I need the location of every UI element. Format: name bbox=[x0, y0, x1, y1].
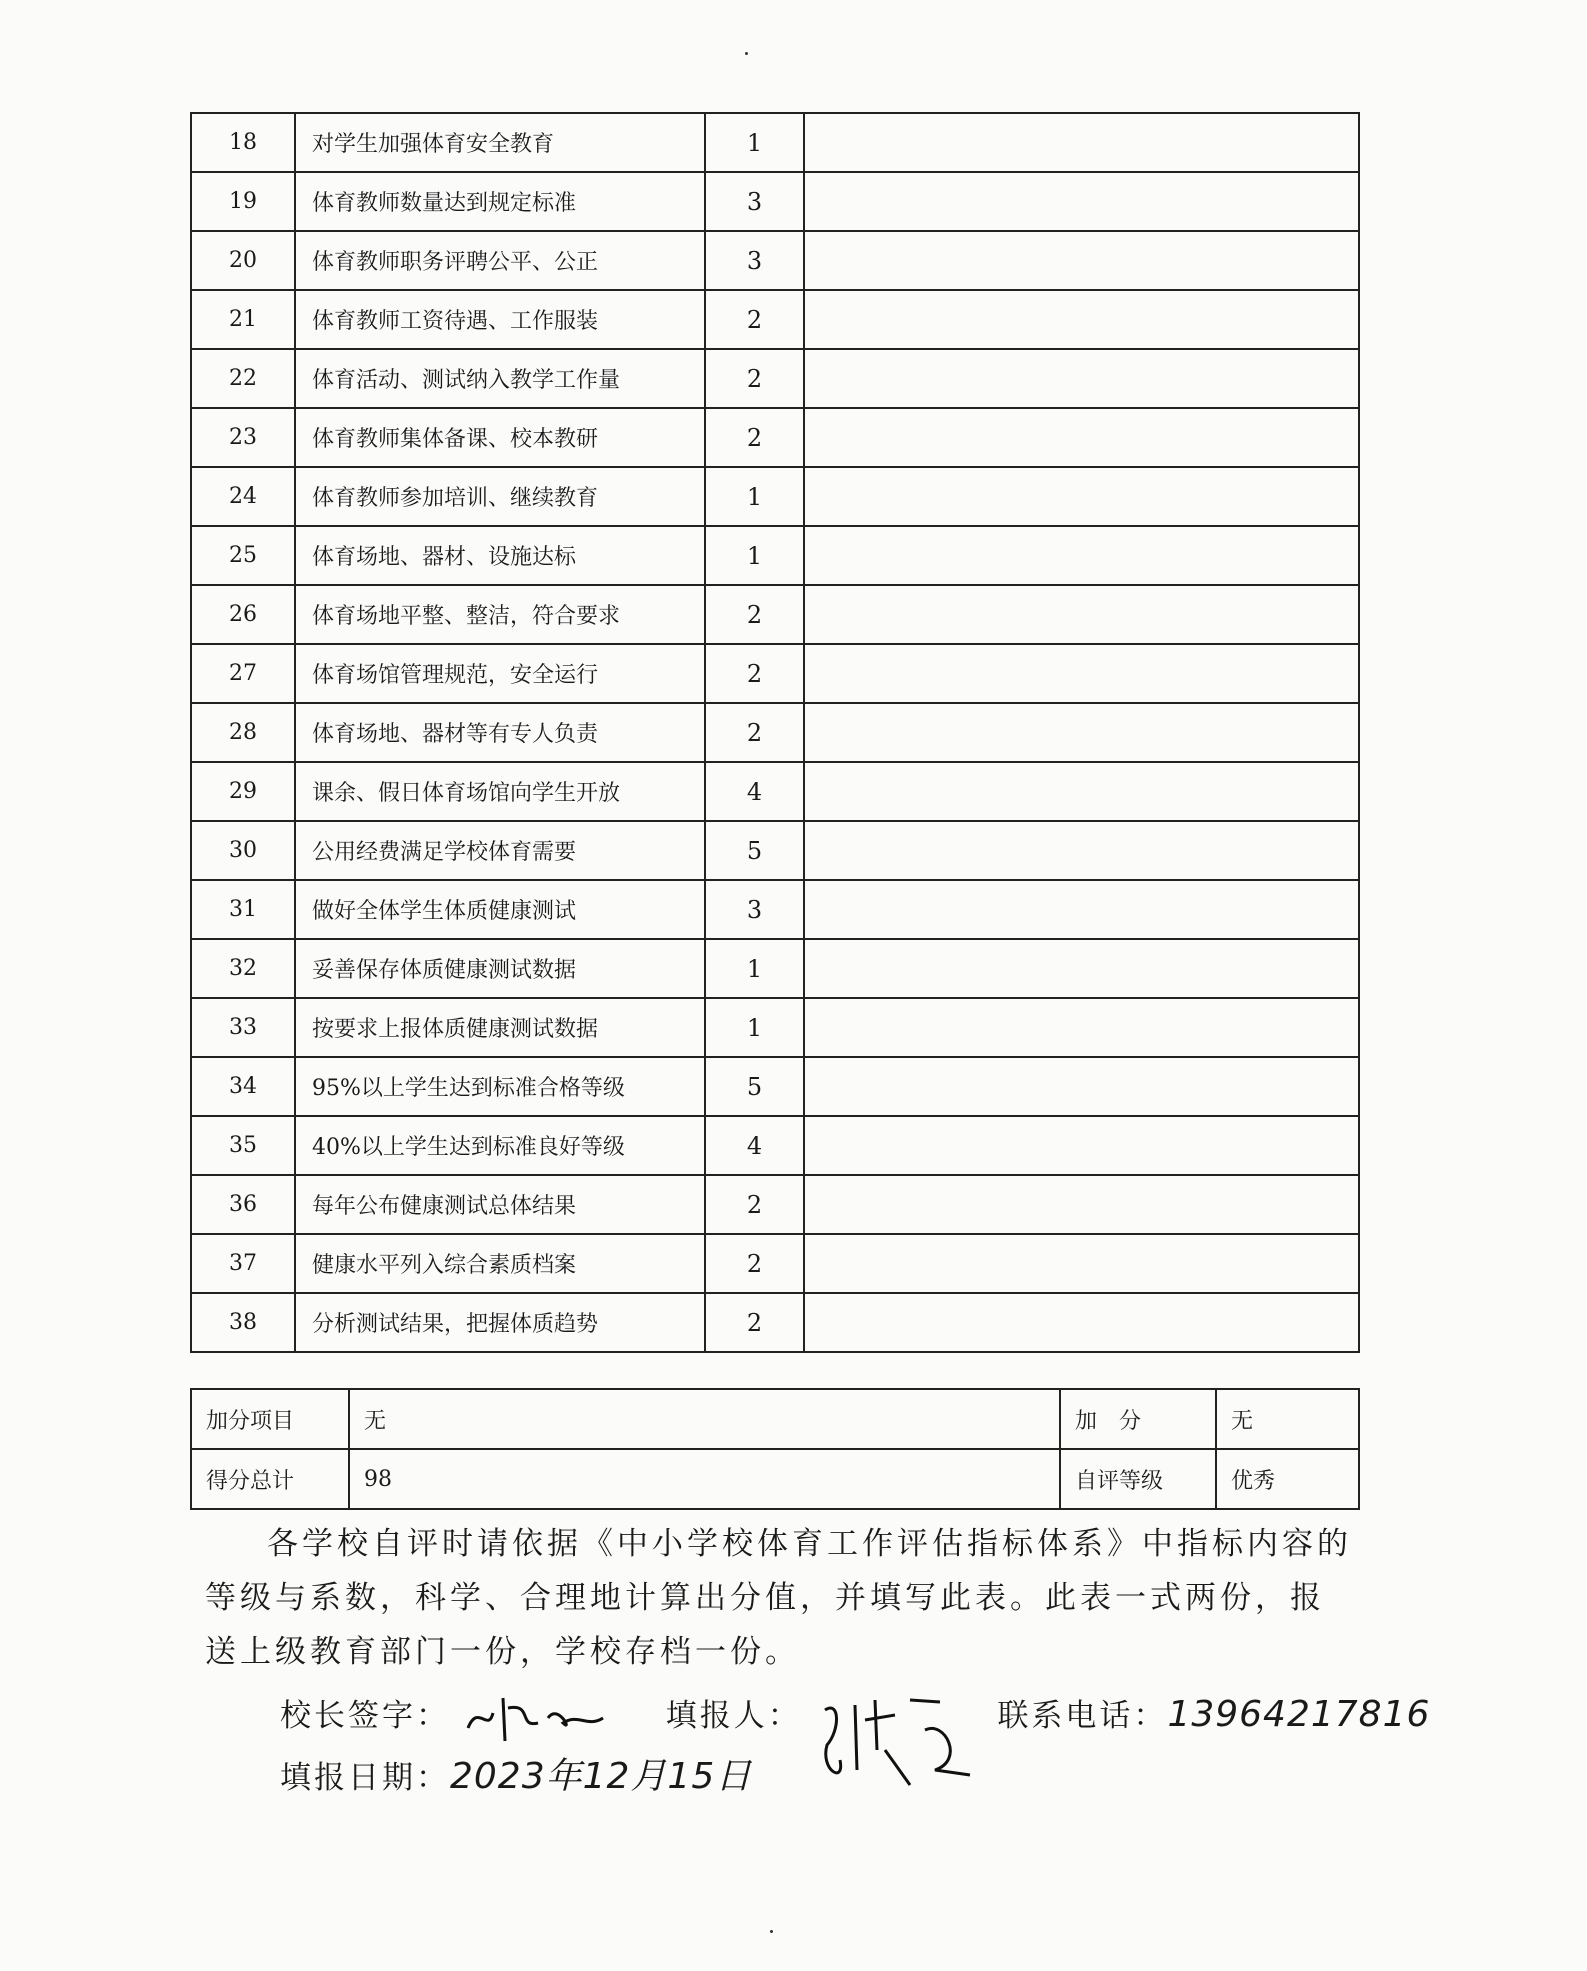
note-text: 各学校自评时请依据《中小学校体育工作评估指标体系》中指标内容的等级与系数，科学、合理地计算出分值，并填写此表。此表一式两份，报送上级教育部门一份，学校存档一份。 bbox=[205, 1526, 1352, 1670]
row-item: 体育活动、测试纳入教学工作量 bbox=[295, 349, 705, 408]
date-label: 填报日期： bbox=[280, 1760, 450, 1796]
row-remark bbox=[804, 644, 1359, 703]
row-number: 23 bbox=[191, 408, 295, 467]
date-value: 2023年12月15日 bbox=[450, 1756, 753, 1797]
principal-signature bbox=[463, 1693, 613, 1743]
row-remark bbox=[804, 703, 1359, 762]
row-remark bbox=[804, 585, 1359, 644]
row-number: 21 bbox=[191, 290, 295, 349]
row-item: 95%以上学生达到标准合格等级 bbox=[295, 1057, 705, 1116]
row-score: 3 bbox=[705, 172, 804, 231]
table-row bbox=[191, 113, 1359, 172]
row-number: 35 bbox=[191, 1116, 295, 1175]
scan-speck bbox=[745, 52, 748, 55]
row-number: 36 bbox=[191, 1175, 295, 1234]
row-number: 37 bbox=[191, 1234, 295, 1293]
phone-value: 13964217816 bbox=[1167, 1694, 1431, 1735]
row-item: 按要求上报体质健康测试数据 bbox=[295, 998, 705, 1057]
table-row bbox=[191, 526, 1359, 585]
row-number: 19 bbox=[191, 172, 295, 231]
principal-label: 校长签字： bbox=[280, 1698, 450, 1734]
total-label: 得分总计 bbox=[191, 1449, 349, 1509]
row-item: 体育教师数量达到规定标准 bbox=[295, 172, 705, 231]
row-score: 4 bbox=[705, 1116, 804, 1175]
row-number: 24 bbox=[191, 467, 295, 526]
table-row bbox=[191, 1293, 1359, 1352]
bonus-label: 加 分 bbox=[1060, 1389, 1216, 1449]
row-remark bbox=[804, 231, 1359, 290]
grade-value: 优秀 bbox=[1216, 1449, 1359, 1509]
row-score: 2 bbox=[705, 585, 804, 644]
row-remark bbox=[804, 526, 1359, 585]
row-item: 每年公布健康测试总体结果 bbox=[295, 1175, 705, 1234]
bonus-row bbox=[191, 1389, 1359, 1449]
row-item: 做好全体学生体质健康测试 bbox=[295, 880, 705, 939]
row-number: 25 bbox=[191, 526, 295, 585]
table-row bbox=[191, 408, 1359, 467]
row-score: 1 bbox=[705, 998, 804, 1057]
table-row bbox=[191, 467, 1359, 526]
table-row bbox=[191, 644, 1359, 703]
total-value: 98 bbox=[349, 1449, 1060, 1509]
row-score: 2 bbox=[705, 644, 804, 703]
row-number: 27 bbox=[191, 644, 295, 703]
row-score: 1 bbox=[705, 939, 804, 998]
row-remark bbox=[804, 172, 1359, 231]
row-number: 34 bbox=[191, 1057, 295, 1116]
row-score: 1 bbox=[705, 113, 804, 172]
grade-label: 自评等级 bbox=[1060, 1449, 1216, 1509]
table-row bbox=[191, 703, 1359, 762]
table-row bbox=[191, 290, 1359, 349]
row-number: 28 bbox=[191, 703, 295, 762]
row-item: 课余、假日体育场馆向学生开放 bbox=[295, 762, 705, 821]
bonus-item-value: 无 bbox=[349, 1389, 1060, 1449]
table-row bbox=[191, 1175, 1359, 1234]
row-score: 1 bbox=[705, 526, 804, 585]
row-remark bbox=[804, 821, 1359, 880]
row-score: 3 bbox=[705, 231, 804, 290]
row-remark bbox=[804, 1293, 1359, 1352]
table-row bbox=[191, 939, 1359, 998]
table-row bbox=[191, 821, 1359, 880]
row-item: 对学生加强体育安全教育 bbox=[295, 113, 705, 172]
row-remark bbox=[804, 408, 1359, 467]
row-number: 32 bbox=[191, 939, 295, 998]
row-remark bbox=[804, 880, 1359, 939]
row-item: 体育场地、器材等有专人负责 bbox=[295, 703, 705, 762]
row-remark bbox=[804, 998, 1359, 1057]
row-score: 2 bbox=[705, 1175, 804, 1234]
row-remark bbox=[804, 1175, 1359, 1234]
table-row bbox=[191, 998, 1359, 1057]
row-remark bbox=[804, 1116, 1359, 1175]
row-number: 29 bbox=[191, 762, 295, 821]
row-number: 26 bbox=[191, 585, 295, 644]
row-number: 22 bbox=[191, 349, 295, 408]
scan-speck bbox=[770, 1930, 773, 1933]
row-number: 31 bbox=[191, 880, 295, 939]
table-row bbox=[191, 1057, 1359, 1116]
row-number: 18 bbox=[191, 113, 295, 172]
row-score: 2 bbox=[705, 290, 804, 349]
row-remark bbox=[804, 349, 1359, 408]
row-item: 体育场馆管理规范，安全运行 bbox=[295, 644, 705, 703]
row-score: 2 bbox=[705, 1293, 804, 1352]
row-remark bbox=[804, 290, 1359, 349]
row-score: 5 bbox=[705, 1057, 804, 1116]
instruction-note bbox=[205, 1517, 1355, 1679]
row-remark bbox=[804, 762, 1359, 821]
row-remark bbox=[804, 113, 1359, 172]
score-table bbox=[190, 112, 1360, 1353]
total-row bbox=[191, 1449, 1359, 1509]
row-item: 体育教师职务评聘公平、公正 bbox=[295, 231, 705, 290]
row-remark bbox=[804, 939, 1359, 998]
row-item: 健康水平列入综合素质档案 bbox=[295, 1234, 705, 1293]
row-number: 20 bbox=[191, 231, 295, 290]
table-row bbox=[191, 762, 1359, 821]
row-score: 4 bbox=[705, 762, 804, 821]
table-row bbox=[191, 585, 1359, 644]
table-row bbox=[191, 1116, 1359, 1175]
row-item: 体育教师工资待遇、工作服装 bbox=[295, 290, 705, 349]
row-item: 体育教师集体备课、校本教研 bbox=[295, 408, 705, 467]
row-item: 公用经费满足学校体育需要 bbox=[295, 821, 705, 880]
filler-signature bbox=[815, 1690, 975, 1790]
row-item: 分析测试结果，把握体质趋势 bbox=[295, 1293, 705, 1352]
row-remark bbox=[804, 1057, 1359, 1116]
row-score: 3 bbox=[705, 880, 804, 939]
bonus-item-label: 加分项目 bbox=[191, 1389, 349, 1449]
table-row bbox=[191, 172, 1359, 231]
row-score: 5 bbox=[705, 821, 804, 880]
row-item: 体育场地平整、整洁，符合要求 bbox=[295, 585, 705, 644]
row-remark bbox=[804, 1234, 1359, 1293]
row-score: 2 bbox=[705, 349, 804, 408]
table-row bbox=[191, 231, 1359, 290]
row-number: 38 bbox=[191, 1293, 295, 1352]
row-number: 30 bbox=[191, 821, 295, 880]
filler-label: 填报人： bbox=[665, 1698, 802, 1734]
row-number: 33 bbox=[191, 998, 295, 1057]
table-row bbox=[191, 1234, 1359, 1293]
row-score: 2 bbox=[705, 1234, 804, 1293]
row-score: 2 bbox=[705, 408, 804, 467]
row-score: 1 bbox=[705, 467, 804, 526]
table-row bbox=[191, 349, 1359, 408]
row-item: 体育场地、器材、设施达标 bbox=[295, 526, 705, 585]
row-score: 2 bbox=[705, 703, 804, 762]
phone-label: 联系电话： bbox=[997, 1698, 1168, 1734]
row-remark bbox=[804, 467, 1359, 526]
row-item: 40%以上学生达到标准良好等级 bbox=[295, 1116, 705, 1175]
summary-table bbox=[190, 1388, 1360, 1510]
bonus-value: 无 bbox=[1216, 1389, 1359, 1449]
row-item: 妥善保存体质健康测试数据 bbox=[295, 939, 705, 998]
table-row bbox=[191, 880, 1359, 939]
date-line bbox=[280, 1748, 752, 1799]
row-item: 体育教师参加培训、继续教育 bbox=[295, 467, 705, 526]
